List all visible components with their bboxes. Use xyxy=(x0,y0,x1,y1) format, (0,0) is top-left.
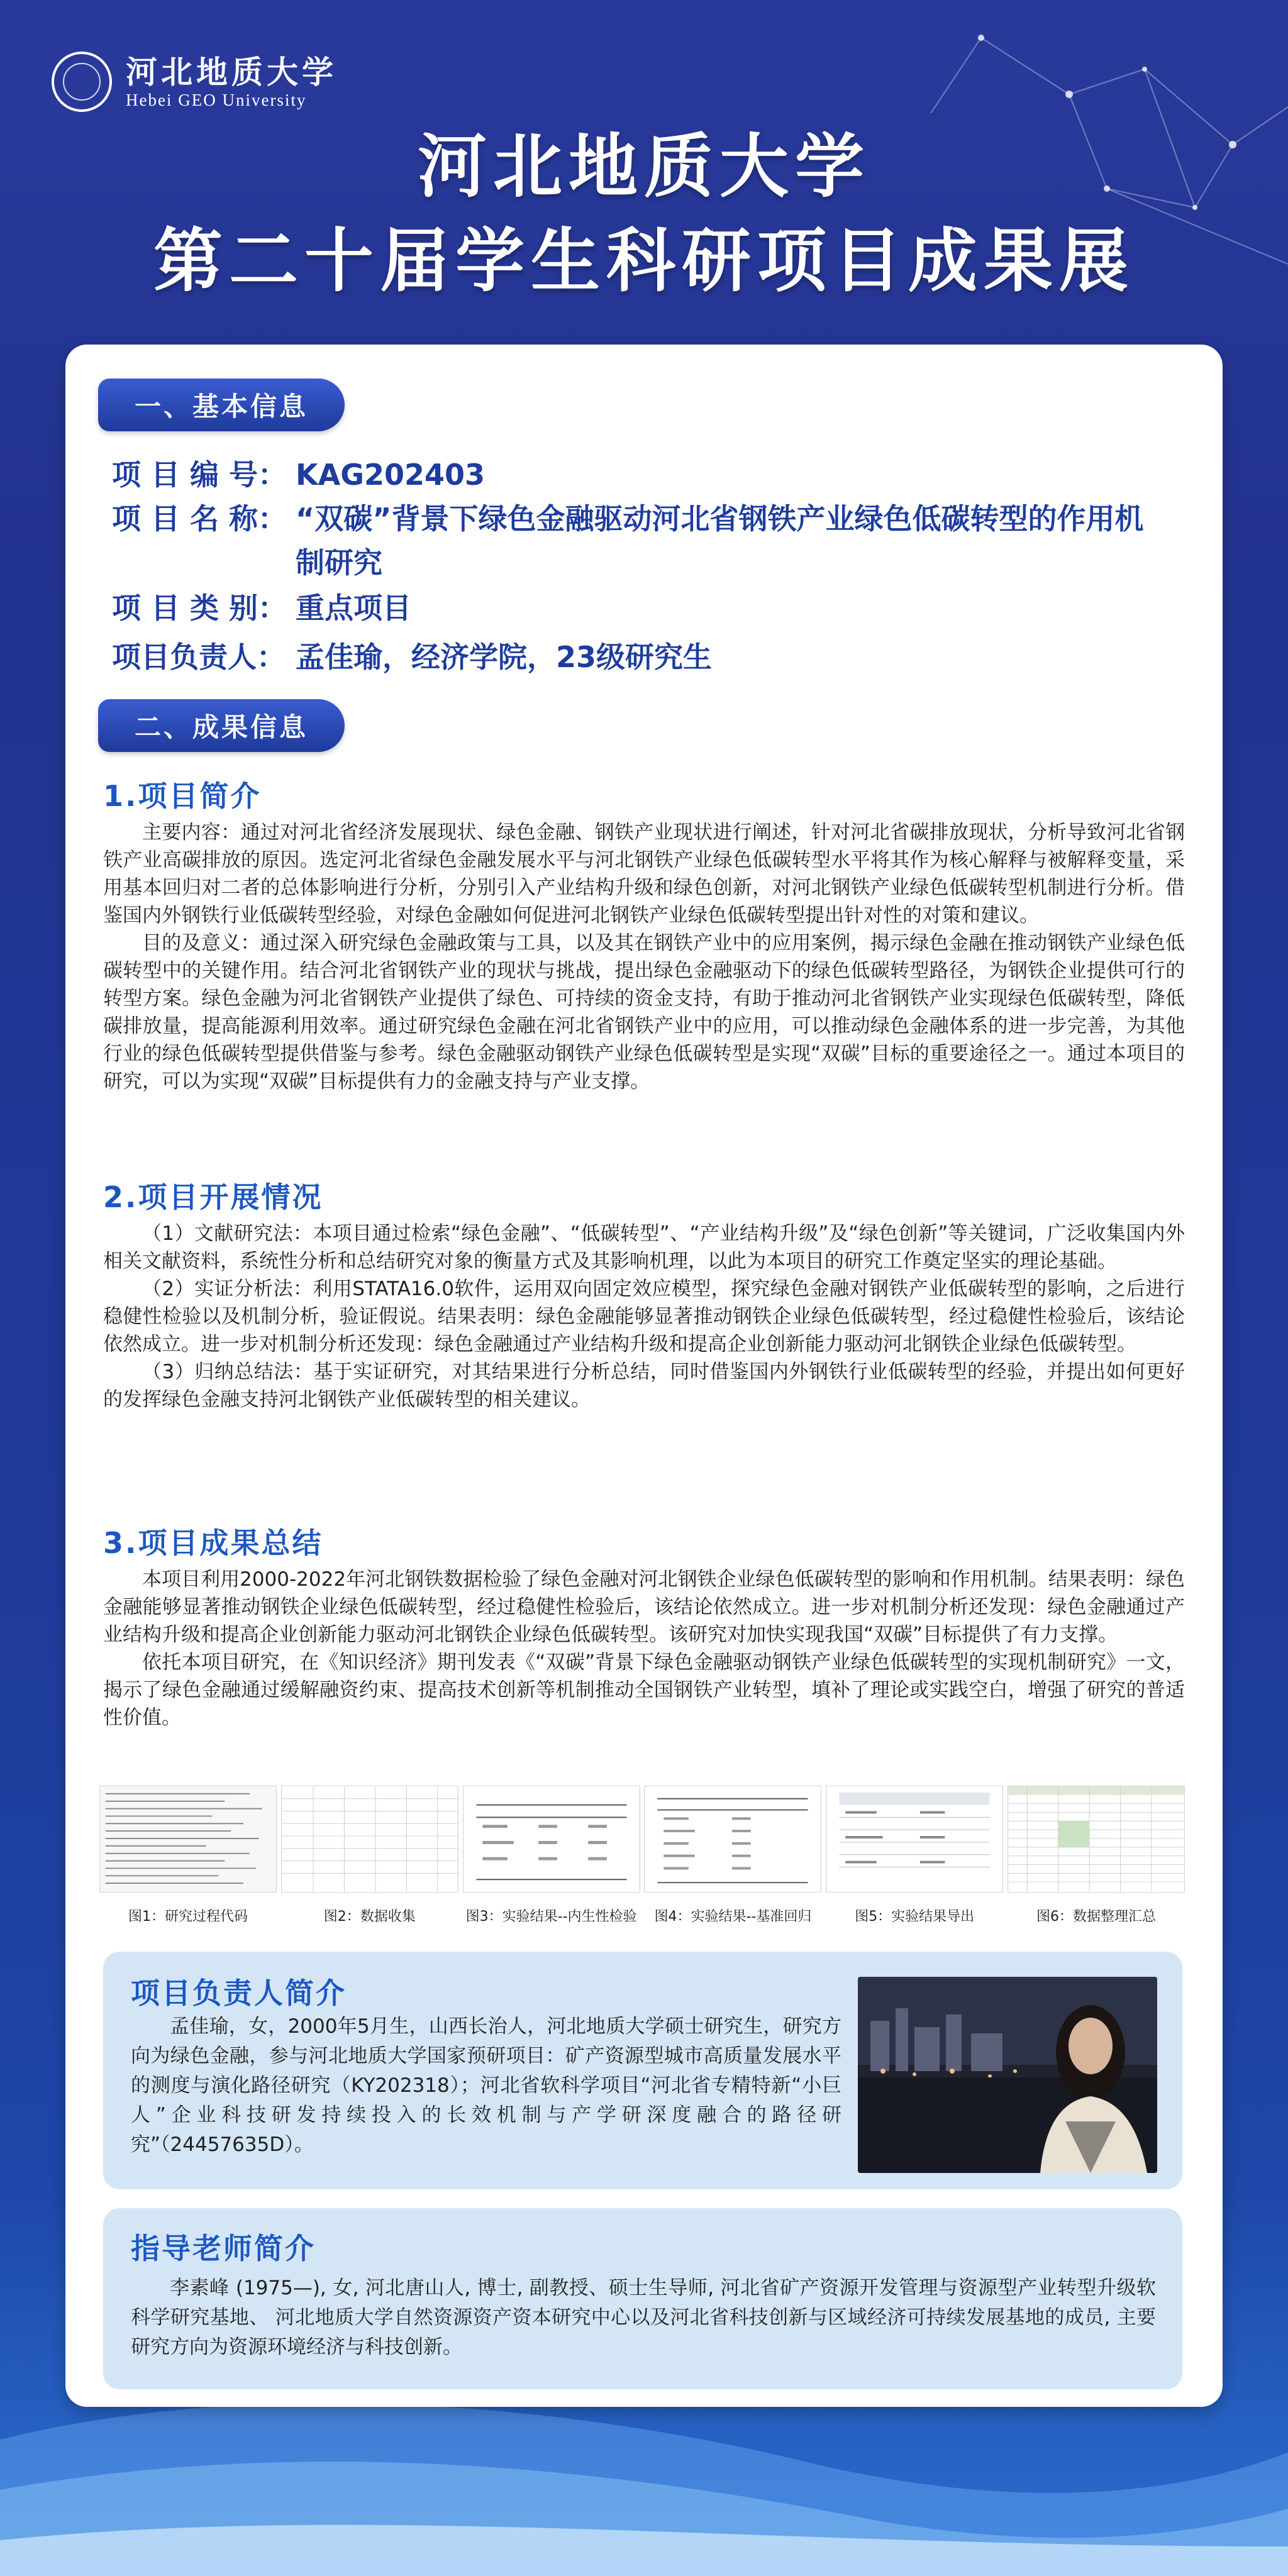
info-label: 项目负责人： xyxy=(112,640,286,674)
figure-data-collection xyxy=(281,1786,458,1893)
leader-profile-text xyxy=(131,2012,841,2160)
paragraph: 李素峰 (1975—), 女, 河北唐山人, 博士, 副教授、硕士生导师, 河北省矿产资源开发管理与资源型产业转型升级软科学研究基地、 河北地质大学自然资源资产资本研究中心以及河北省科技创新与区域经济可持续发展基地的成员, 主要研究方向为资源环境经济与科技创新。 xyxy=(131,2277,1156,2358)
heading-project-results: 3.项目成果总结 xyxy=(103,1526,323,1560)
figure-caption: 图1：研究过程代码 xyxy=(128,1909,248,1925)
paragraph: 依托本项目研究，在《知识经济》期刊发表《“双碳”背景下绿色金融驱动钢铁产业绿色低碳转型的实现机制研究》一文，揭示了绿色金融通过缓解融资约束、提高技术创新等机制推动全国钢铁产业转型，填补了理论或实践空白，增强了研究的普适性价值。 xyxy=(103,1651,1185,1729)
info-value: 孟佳瑜，经济学院，23级研究生 xyxy=(296,640,713,674)
info-value: 重点项目 xyxy=(296,591,411,625)
figure-endogeneity-test xyxy=(463,1786,640,1893)
figure-data-summary xyxy=(1008,1786,1185,1893)
advisor-profile-card xyxy=(103,2208,1182,2389)
figure-results-export xyxy=(826,1786,1003,1893)
advisor-profile-heading: 指导老师简介 xyxy=(131,2231,316,2265)
info-label: 项 目 类 别： xyxy=(112,591,287,625)
logo-name-cn: 河北地质大学 xyxy=(126,53,337,91)
logo-name-en: Hebei GEO University xyxy=(126,91,307,109)
info-row-leader xyxy=(112,635,713,679)
figure-caption: 图3：实验结果--内生性检验 xyxy=(465,1909,637,1925)
figure-strip xyxy=(99,1786,1185,1893)
figure-caption: 图4：实验结果--基准回归 xyxy=(654,1909,812,1925)
info-value: “双碳”背景下绿色金融驱动河北省钢铁产业绿色低碳转型的作用机制研究 xyxy=(296,502,1144,580)
info-row-name xyxy=(112,497,1144,580)
heading-project-progress: 2.项目开展情况 xyxy=(103,1180,323,1214)
progress-text xyxy=(103,1220,1185,1413)
paragraph: （1）文献研究法：本项目通过检索“绿色金融”、“低碳转型”、“产业结构升级”及“绿色创新”等关键词，广泛收集国内外相关文献资料，系统性分析和总结研究对象的衡量方式及其影响机理，以此为本项目的研究工作奠定坚实的理论基础。 xyxy=(103,1222,1185,1273)
results-text xyxy=(103,1566,1185,1732)
figure-caption: 图6：数据整理汇总 xyxy=(1036,1909,1156,1925)
paragraph: 孟佳瑜，女，2000年5月生，山西长治人，河北地质大学硕士研究生，研究方向为绿色金融，参与河北地质大学国家预研项目：矿产资源型城市高质量发展水平的测度与演化路径研究（KY202318）；河北省软科学项目“河北省专精特新“小巨人”企业科技研发持续投入的长效机制与产学研深度融合的路径研究”（24457635D）。 xyxy=(131,2015,841,2156)
paragraph: （3）归纳总结法：基于实证研究，对其结果进行分析总结，同时借鉴国内外钢铁行业低碳转型的经验，并提出如何更好的发挥绿色金融支持河北钢铁产业低碳转型的相关建议。 xyxy=(103,1361,1185,1411)
figure-caption: 图5：实验结果导出 xyxy=(855,1909,975,1925)
paragraph: 本项目利用2000-2022年河北钢铁数据检验了绿色金融对河北钢铁企业绿色低碳转型的影响和作用机制。结果表明：绿色金融能够显著推动钢铁企业绿色低碳转型，经过稳健性检验后，该结论依然成立。进一步对机制分析还发现：绿色金融通过产业结构升级和提高企业创新能力驱动河北钢铁企业绿色低碳转型。该研究对加快实现我国“双碳”目标提供了有力支撑。 xyxy=(103,1568,1185,1646)
leader-profile-card xyxy=(103,1952,1182,2189)
section-tab-basic-info: 一、基本信息 xyxy=(98,379,345,431)
figure-caption: 图2：数据收集 xyxy=(323,1909,416,1925)
leader-photo xyxy=(858,1977,1157,2173)
paragraph: 主要内容：通过对河北省经济发展现状、绿色金融、钢铁产业现状进行阐述，针对河北省碳排放现状，分析导致河北省钢铁产业高碳排放的原因。选定河北省绿色金融发展水平与河北钢铁产业绿色低碳转型水平将其作为核心解释与被解释变量，采用基本回归对二者的总体影响进行分析，分别引入产业结构升级和绿色创新，对河北钢铁产业绿色低碳转型机制进行分析。借鉴国内外钢铁行业低碳转型经验，对绿色金融如何促进河北钢铁产业绿色低碳转型提出针对性的对策和建议。 xyxy=(103,821,1185,927)
heading-project-intro: 1.项目简介 xyxy=(103,779,262,813)
paragraph: （2）实证分析法：利用STATA16.0软件，运用双向固定效应模型，探究绿色金融对钢铁产业低碳转型的影响，之后进行稳健性检验以及机制分析，验证假说。结果表明：绿色金融能够显著推动钢铁企业绿色低碳转型，经过稳健性检验后，该结论依然成立。进一步对机制分析还发现：绿色金融通过产业结构升级和提高企业创新能力驱动河北钢铁企业绿色低碳转型。 xyxy=(103,1278,1185,1356)
info-row-number xyxy=(112,453,486,497)
university-logo xyxy=(52,52,337,112)
figure-captions xyxy=(99,1908,1185,1945)
figure-code-screenshot xyxy=(99,1786,277,1893)
poster-title-line1: 河北地质大学 xyxy=(418,126,870,207)
intro-text xyxy=(103,819,1185,1095)
info-label: 项 目 编 号： xyxy=(112,458,287,492)
leader-profile-heading: 项目负责人简介 xyxy=(131,1976,347,2010)
figure-baseline-regression xyxy=(644,1786,821,1893)
section-tab-results: 二、成果信息 xyxy=(98,699,345,752)
advisor-profile-text xyxy=(131,2274,1156,2362)
university-emblem-icon xyxy=(52,52,112,112)
info-label: 项 目 名 称： xyxy=(112,502,287,536)
info-row-category xyxy=(112,586,411,630)
paragraph: 目的及意义：通过深入研究绿色金融政策与工具，以及其在钢铁产业中的应用案例，揭示绿色金融在推动钢铁产业绿色低碳转型中的关键作用。结合河北省钢铁产业的现状与挑战，提出绿色金融驱动下的绿色低碳转型路径，为钢铁企业提供可行的转型方案。绿色金融为河北省钢铁产业提供了绿色、可持续的资金支持，有助于推动河北省钢铁产业实现绿色低碳转型，降低碳排放量，提高能源利用效率。通过研究绿色金融在河北省钢铁产业中的应用，可以推动绿色金融体系的进一步完善，为其他行业的绿色低碳转型提供借鉴与参考。绿色金融驱动钢铁产业绿色低碳转型是实现“双碳”目标的重要途径之一。通过本项目的研究，可以为实现“双碳”目标提供有力的金融支持与产业支撑。 xyxy=(103,932,1185,1093)
poster-title-line2: 第二十届学生科研项目成果展 xyxy=(153,221,1135,301)
info-value: KAG202403 xyxy=(296,458,486,492)
